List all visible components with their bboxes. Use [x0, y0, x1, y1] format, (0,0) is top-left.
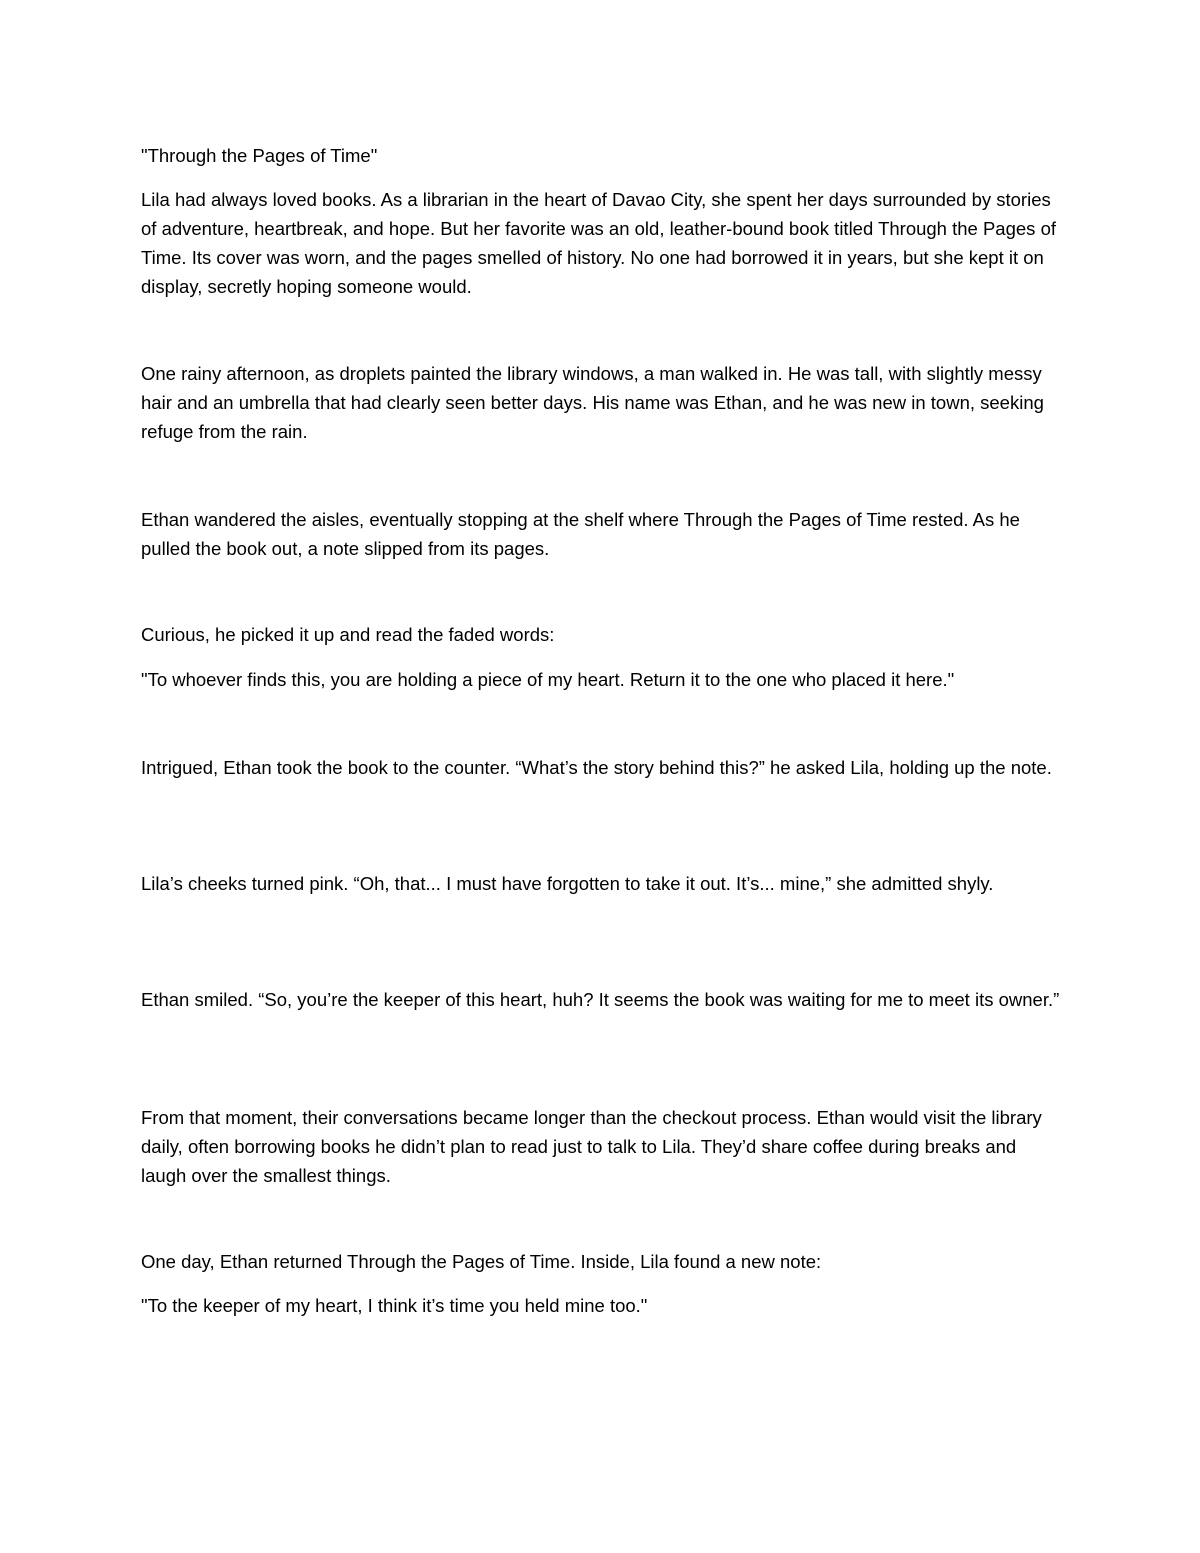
paragraph-6: Lila’s cheeks turned pink. “Oh, that... I must have forgotten to take it out. It’s... mine,” she admitted shyly.: [141, 873, 994, 894]
paragraph-9: One day, Ethan returned Through the Pages of Time. Inside, Lila found a new note:: [141, 1251, 822, 1272]
paragraph-4: Curious, he picked it up and read the faded words:: [141, 624, 555, 645]
paragraph-1: Lila had always loved books. As a librarian in the heart of Davao City, she spent her days surrounded by stories of adventure, heartbreak, and hope. But her favorite was an old, leather-bound book titled Through the Pages of Time. Its cover was worn, and the pages smelled of history. No one had borrowed it in years, but she kept it on display, secretly hoping someone would.: [141, 189, 1056, 297]
paragraph-8: From that moment, their conversations became longer than the checkout process. Ethan would visit the library daily, often borrowing books he didn’t plan to read just to talk to Lila. They’d share coffee during breaks and laugh over the smallest things.: [141, 1107, 1042, 1186]
paragraph-2: One rainy afternoon, as droplets painted the library windows, a man walked in. He was tall, with slightly messy hair and an umbrella that had clearly seen better days. His name was Ethan, and he was new in town, seeking refuge from the rain.: [141, 363, 1044, 442]
quoted-note-2: "To the keeper of my heart, I think it’s time you held mine too.": [141, 1295, 648, 1316]
paragraph-3: Ethan wandered the aisles, eventually stopping at the shelf where Through the Pages of Time rested. As he pulled the book out, a note slipped from its pages.: [141, 509, 1020, 559]
paragraph-7: Ethan smiled. “So, you’re the keeper of this heart, huh? It seems the book was waiting for me to meet its owner.”: [141, 989, 1060, 1010]
quoted-note-1: "To whoever finds this, you are holding a piece of my heart. Return it to the one who placed it here.": [141, 669, 955, 690]
document-title: "Through the Pages of Time": [141, 145, 378, 166]
paragraph-5: Intrigued, Ethan took the book to the counter. “What’s the story behind this?” he asked Lila, holding up the note.: [141, 757, 1052, 778]
